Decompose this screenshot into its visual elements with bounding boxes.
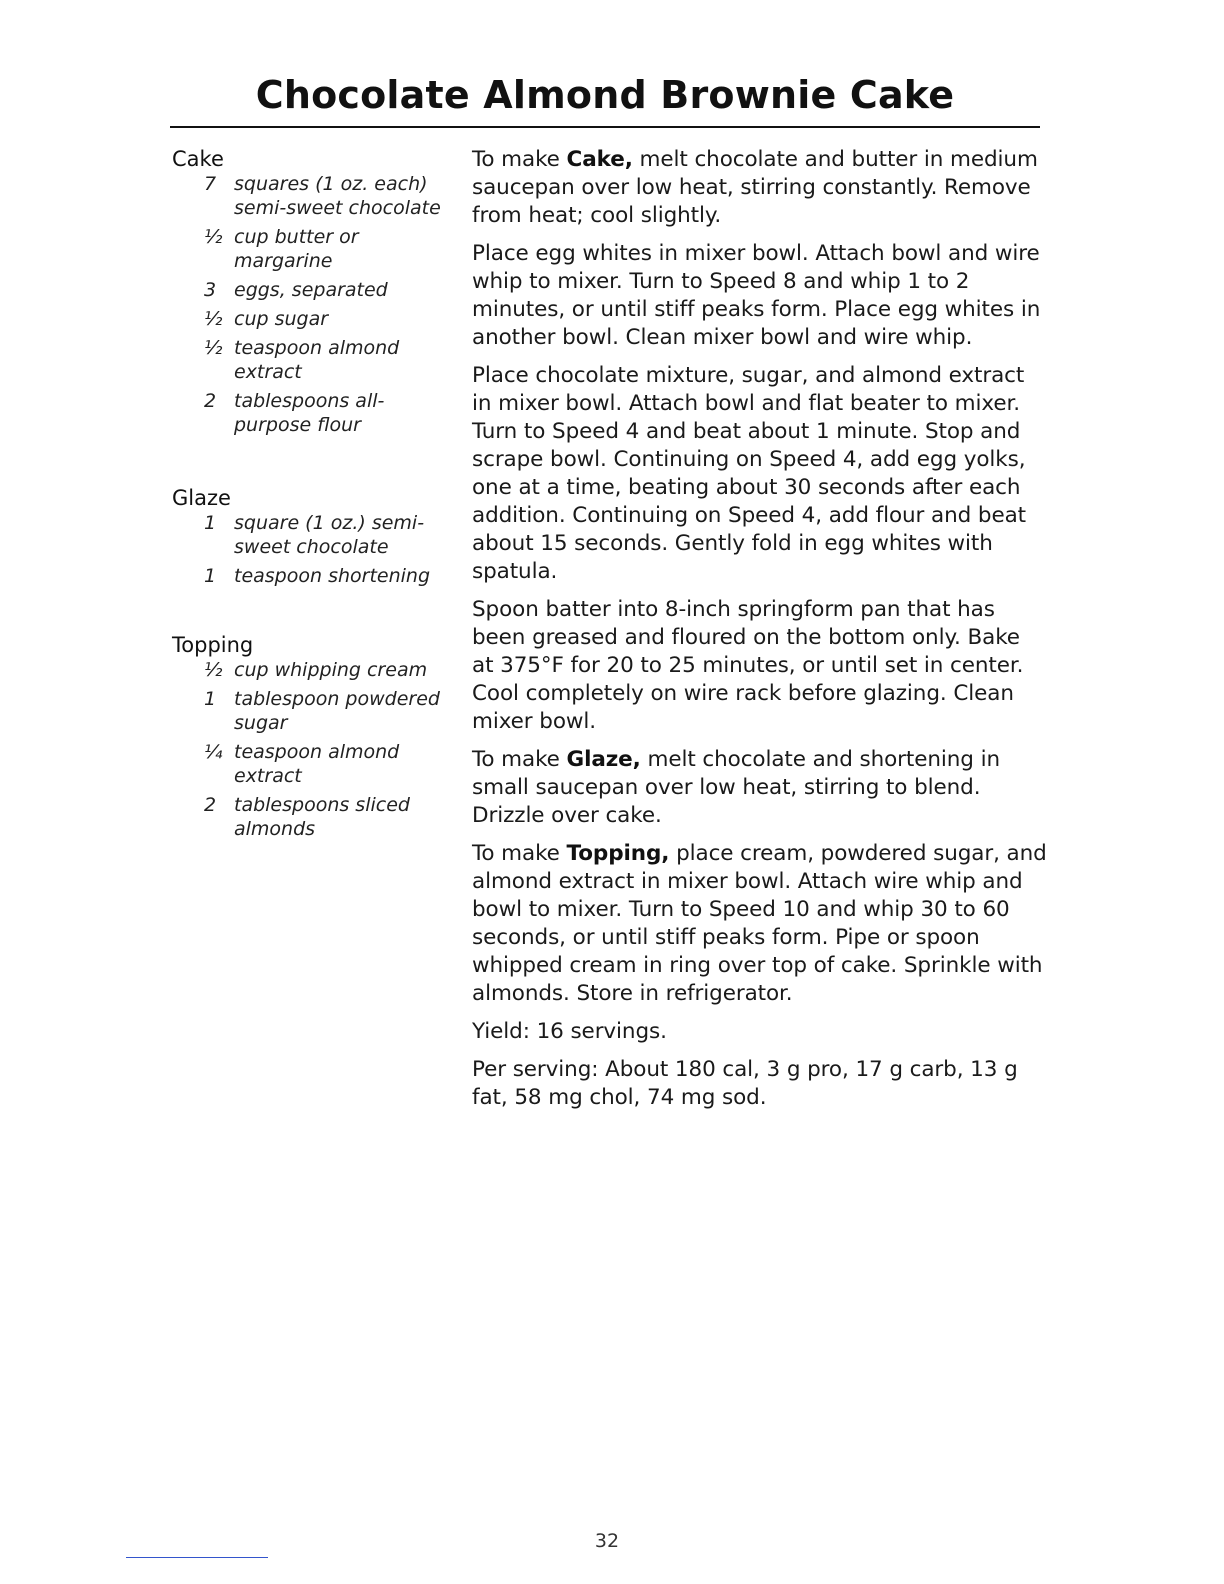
ingredient-item bbox=[172, 564, 447, 588]
instruction-paragraph: Place egg whites in mixer bowl. Attach bowl and wire whip to mixer. Turn to Speed 8 and whip 1 to 2 minutes, or until stiff peaks form. Place egg whites in another bowl. Clean mixer bowl and wire whip. bbox=[472, 241, 1041, 350]
ingredient-text: cup sugar bbox=[234, 308, 329, 330]
ingredient-item bbox=[172, 389, 447, 437]
ingredient-qty: ¼ bbox=[204, 741, 223, 763]
ingredient-item bbox=[172, 511, 447, 559]
para-body: melt chocolate and butter in medium saucepan over low heat, stirring constantly. Remove from heat; cool slightly. bbox=[472, 147, 1038, 228]
ingredient-item bbox=[172, 307, 447, 331]
ingredient-item bbox=[172, 658, 447, 682]
ingredient-qty: 7 bbox=[204, 173, 217, 195]
instruction-paragraph bbox=[472, 746, 1047, 830]
ingredient-text: tablespoons sliced almonds bbox=[234, 794, 410, 840]
ingredient-text: teaspoon shortening bbox=[234, 565, 431, 587]
ingredient-qty: 1 bbox=[204, 512, 217, 534]
para-section-name: Cake, bbox=[566, 147, 633, 172]
para-lead: To make bbox=[472, 147, 567, 172]
ingredients-column bbox=[172, 146, 447, 846]
para-body: place cream, powdered sugar, and almond extract in mixer bowl. Attach wire whip and bowl to mixer. Turn to Speed 10 and whip 30 to 60 seconds, or until stiff peaks form. Pipe or spoon whipped cream in ring over top of cake. Sprinkle with almonds. Store in refrigerator. bbox=[472, 841, 1047, 1006]
ingredient-qty: 2 bbox=[204, 794, 217, 816]
section-heading: Topping bbox=[172, 633, 254, 657]
para-body: melt chocolate and shortening in small saucepan over low heat, stirring to blend. Drizzle over cake. bbox=[472, 747, 1000, 828]
ingredient-text: tablespoon powdered sugar bbox=[234, 688, 440, 734]
ingredient-qty: ½ bbox=[204, 226, 223, 248]
section-heading: Cake bbox=[172, 147, 224, 171]
para-section-name: Glaze, bbox=[566, 747, 641, 772]
ingredient-item bbox=[172, 687, 447, 735]
yield-text: Yield: 16 servings. bbox=[472, 1019, 667, 1044]
ingredient-text: cup whipping cream bbox=[234, 659, 428, 681]
title-rule bbox=[170, 126, 1040, 128]
recipe-title: Chocolate Almond Brownie Cake bbox=[255, 73, 955, 117]
ingredient-item bbox=[172, 172, 447, 220]
para-lead: To make bbox=[472, 747, 567, 772]
instruction-paragraph: Spoon batter into 8-inch springform pan that has been greased and floured on the bottom only. Bake at 375°F for 20 to 25 minutes, or until set in center. Cool completely on wire rack before glazing. Clean mixer bowl. bbox=[472, 597, 1024, 734]
nutrition-text: Per serving: About 180 cal, 3 g pro, 17 g carb, 13 g fat, 58 mg chol, 74 mg sod. bbox=[472, 1057, 1018, 1110]
ingredients-section-glaze bbox=[172, 485, 447, 588]
ingredient-qty: ½ bbox=[204, 308, 223, 330]
para-section-name: Topping, bbox=[566, 841, 670, 866]
ingredient-text: teaspoon almond extract bbox=[234, 741, 400, 787]
ingredient-text: cup butter or margarine bbox=[234, 226, 359, 272]
ingredients-section-cake bbox=[172, 146, 447, 437]
instruction-paragraph: Place chocolate mixture, sugar, and almond extract in mixer bowl. Attach bowl and flat beater to mixer. Turn to Speed 4 and beat about 1 minute. Stop and scrape bowl. Continuing on Speed 4, add egg yolks, one at a time, beating about 30 seconds after each addition. Continuing on Speed 4, add flour and beat about 15 seconds. Gently fold in egg whites with spatula. bbox=[472, 363, 1026, 584]
ingredient-list bbox=[172, 172, 447, 437]
instruction-paragraph bbox=[472, 146, 1047, 230]
ingredient-qty: 1 bbox=[204, 565, 217, 587]
ingredient-qty: 3 bbox=[204, 279, 217, 301]
para-lead: To make bbox=[472, 841, 567, 866]
section-heading: Glaze bbox=[172, 486, 231, 510]
ingredients-section-topping bbox=[172, 632, 447, 841]
ingredient-text: teaspoon almond extract bbox=[234, 337, 400, 383]
ingredient-list bbox=[172, 658, 447, 841]
ingredient-text: square (1 oz.) semi-sweet chocolate bbox=[234, 512, 425, 558]
ingredient-qty: 1 bbox=[204, 688, 217, 710]
ingredient-item bbox=[172, 225, 447, 273]
ingredient-qty: 2 bbox=[204, 390, 217, 412]
ingredient-item bbox=[172, 740, 447, 788]
instructions-column bbox=[472, 146, 1047, 1122]
ingredient-item bbox=[172, 278, 447, 302]
ingredient-item bbox=[172, 793, 447, 841]
ingredient-qty: ½ bbox=[204, 659, 223, 681]
ingredient-text: eggs, separated bbox=[234, 279, 388, 301]
ingredient-text: tablespoons all-purpose flour bbox=[234, 390, 385, 436]
ingredient-list bbox=[172, 511, 447, 588]
ingredient-qty: ½ bbox=[204, 337, 223, 359]
footer-line bbox=[126, 1557, 268, 1558]
page-number: 32 bbox=[594, 1530, 620, 1552]
ingredient-text: squares (1 oz. each) semi-sweet chocolate bbox=[234, 173, 441, 219]
instruction-paragraph bbox=[472, 840, 1047, 1008]
ingredient-item bbox=[172, 336, 447, 384]
